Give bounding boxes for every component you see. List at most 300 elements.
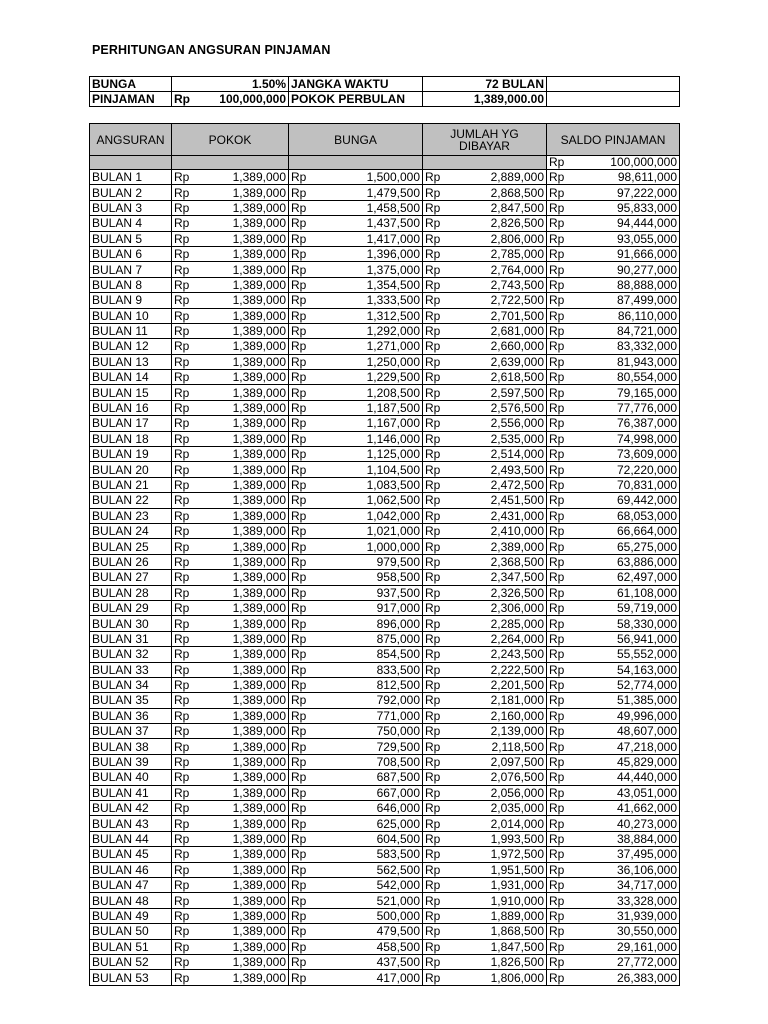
cell-saldo-currency: Rp: [547, 739, 569, 754]
cell-jumlah: 2,222,500: [445, 662, 547, 677]
cell-saldo-currency: Rp: [547, 262, 569, 277]
cell-jumlah-currency: Rp: [423, 477, 445, 492]
cell-pokok-currency: Rp: [172, 954, 194, 969]
cell-jumlah-currency: Rp: [423, 570, 445, 585]
table-row: [90, 893, 680, 908]
cell-bulan: BULAN 47: [90, 877, 172, 892]
cell-pokok-currency: Rp: [172, 831, 194, 846]
table-row: [90, 785, 680, 800]
cell-bulan: BULAN 31: [90, 631, 172, 646]
cell-pokok-currency: Rp: [172, 246, 194, 261]
cell-saldo-currency: Rp: [547, 462, 569, 477]
cell-pokok: 1,389,000: [194, 831, 289, 846]
cell-bunga: 937,500: [311, 585, 423, 600]
cell-pokok: 1,389,000: [194, 785, 289, 800]
cell-saldo-currency: Rp: [547, 416, 569, 431]
cell-pokok: 1,389,000: [194, 339, 289, 354]
cell-bunga: 521,000: [311, 893, 423, 908]
cell-bunga-currency: Rp: [289, 631, 311, 646]
cell-bunga: 729,500: [311, 739, 423, 754]
cell-pokok-currency: Rp: [172, 939, 194, 954]
empty-cell: [289, 156, 423, 170]
cell-jumlah: 1,868,500: [445, 924, 547, 939]
table-row: [90, 862, 680, 877]
cell-pokok-currency: Rp: [172, 416, 194, 431]
cell-bunga-currency: Rp: [289, 647, 311, 662]
cell-pokok-currency: Rp: [172, 724, 194, 739]
cell-pokok-currency: Rp: [172, 647, 194, 662]
cell-pokok: 1,389,000: [194, 462, 289, 477]
cell-bulan: BULAN 21: [90, 477, 172, 492]
cell-pokok: 1,389,000: [194, 708, 289, 723]
cell-jumlah-currency: Rp: [423, 754, 445, 769]
cell-saldo: 58,330,000: [569, 616, 680, 631]
cell-pokok: 1,389,000: [194, 908, 289, 923]
cell-jumlah: 2,451,500: [445, 493, 547, 508]
cell-jumlah-currency: Rp: [423, 447, 445, 462]
cell-jumlah-currency: Rp: [423, 277, 445, 292]
table-row: [90, 631, 680, 646]
cell-jumlah-currency: Rp: [423, 647, 445, 662]
cell-saldo: 29,161,000: [569, 939, 680, 954]
cell-bunga: 1,021,000: [311, 523, 423, 538]
cell-bunga-currency: Rp: [289, 539, 311, 554]
cell-bunga-currency: Rp: [289, 600, 311, 615]
cell-jumlah-currency: Rp: [423, 354, 445, 369]
cell-bunga: 583,500: [311, 847, 423, 862]
cell-pokok-currency: Rp: [172, 631, 194, 646]
cell-saldo-currency: Rp: [547, 662, 569, 677]
table-row: [90, 400, 680, 415]
table-header-row: [90, 124, 680, 156]
cell-jumlah-currency: Rp: [423, 585, 445, 600]
cell-saldo: 74,998,000: [569, 431, 680, 446]
pokok-perbulan-value: 1,389,000.00: [423, 92, 547, 107]
cell-pokok-currency: Rp: [172, 200, 194, 215]
cell-bunga: 1,417,000: [311, 231, 423, 246]
cell-saldo: 91,666,000: [569, 246, 680, 261]
cell-saldo-currency: Rp: [547, 939, 569, 954]
cell-saldo: 90,277,000: [569, 262, 680, 277]
cell-jumlah-currency: Rp: [423, 616, 445, 631]
cell-pokok-currency: Rp: [172, 262, 194, 277]
table-row: [90, 831, 680, 846]
cell-pokok: 1,389,000: [194, 554, 289, 569]
table-row: [90, 354, 680, 369]
cell-jumlah-currency: Rp: [423, 662, 445, 677]
cell-jumlah-currency: Rp: [423, 523, 445, 538]
cell-bulan: BULAN 15: [90, 385, 172, 400]
cell-saldo: 27,772,000: [569, 954, 680, 969]
cell-pokok: 1,389,000: [194, 924, 289, 939]
cell-saldo-currency: Rp: [547, 216, 569, 231]
cell-saldo-currency: Rp: [547, 231, 569, 246]
cell-bunga: 437,500: [311, 954, 423, 969]
cell-pokok-currency: Rp: [172, 539, 194, 554]
cell-saldo: 48,607,000: [569, 724, 680, 739]
cell-bulan: BULAN 48: [90, 893, 172, 908]
cell-saldo-currency: Rp: [547, 816, 569, 831]
cell-pokok-currency: Rp: [172, 924, 194, 939]
cell-jumlah-currency: Rp: [423, 231, 445, 246]
cell-pokok-currency: Rp: [172, 754, 194, 769]
cell-jumlah-currency: Rp: [423, 493, 445, 508]
cell-pokok-currency: Rp: [172, 523, 194, 538]
cell-jumlah: 2,076,500: [445, 770, 547, 785]
cell-jumlah: 2,431,000: [445, 508, 547, 523]
cell-saldo-currency: Rp: [547, 647, 569, 662]
cell-saldo-currency: Rp: [547, 970, 569, 985]
cell-bulan: BULAN 42: [90, 801, 172, 816]
cell-jumlah-currency: Rp: [423, 801, 445, 816]
cell-bulan: BULAN 37: [90, 724, 172, 739]
cell-pokok: 1,389,000: [194, 693, 289, 708]
pokok-perbulan-label: POKOK PERBULAN: [289, 92, 423, 107]
cell-saldo: 87,499,000: [569, 293, 680, 308]
cell-pokok-currency: Rp: [172, 370, 194, 385]
cell-saldo-currency: Rp: [547, 693, 569, 708]
cell-bulan: BULAN 19: [90, 447, 172, 462]
table-row: [90, 908, 680, 923]
cell-saldo: 68,053,000: [569, 508, 680, 523]
cell-bunga: 979,500: [311, 554, 423, 569]
jangka-waktu-value: 72 BULAN: [423, 77, 547, 92]
cell-saldo: 56,941,000: [569, 631, 680, 646]
cell-bunga: 1,458,500: [311, 200, 423, 215]
cell-saldo: 88,888,000: [569, 277, 680, 292]
cell-jumlah: 2,639,000: [445, 354, 547, 369]
cell-pokok: 1,389,000: [194, 400, 289, 415]
cell-jumlah: 2,618,500: [445, 370, 547, 385]
cell-jumlah-currency: Rp: [423, 677, 445, 692]
cell-bulan: BULAN 2: [90, 185, 172, 200]
cell-saldo: 49,996,000: [569, 708, 680, 723]
cell-jumlah-currency: Rp: [423, 200, 445, 215]
cell-pokok-currency: Rp: [172, 185, 194, 200]
table-row: [90, 570, 680, 585]
cell-pokok-currency: Rp: [172, 216, 194, 231]
cell-bunga: 667,000: [311, 785, 423, 800]
cell-bulan: BULAN 12: [90, 339, 172, 354]
cell-bunga-currency: Rp: [289, 677, 311, 692]
cell-pokok-currency: Rp: [172, 570, 194, 585]
cell-bulan: BULAN 44: [90, 831, 172, 846]
cell-bunga-currency: Rp: [289, 277, 311, 292]
cell-bulan: BULAN 53: [90, 970, 172, 985]
cell-saldo-currency: Rp: [547, 539, 569, 554]
cell-bulan: BULAN 39: [90, 754, 172, 769]
cell-jumlah-currency: Rp: [423, 308, 445, 323]
cell-bunga-currency: Rp: [289, 893, 311, 908]
cell-jumlah: 2,681,000: [445, 323, 547, 338]
cell-bunga: 875,000: [311, 631, 423, 646]
cell-pokok: 1,389,000: [194, 385, 289, 400]
cell-jumlah-currency: Rp: [423, 216, 445, 231]
cell-jumlah: 1,931,000: [445, 877, 547, 892]
cell-bunga: 1,479,500: [311, 185, 423, 200]
cell-bunga-currency: Rp: [289, 185, 311, 200]
cell-bunga-currency: Rp: [289, 570, 311, 585]
cell-pokok-currency: Rp: [172, 893, 194, 908]
cell-saldo-currency: Rp: [547, 785, 569, 800]
cell-saldo: 93,055,000: [569, 231, 680, 246]
cell-bunga: 771,000: [311, 708, 423, 723]
cell-saldo-currency: Rp: [547, 170, 569, 185]
cell-saldo: 47,218,000: [569, 739, 680, 754]
page-title: PERHITUNGAN ANGSURAN PINJAMAN: [92, 43, 331, 57]
cell-bunga-currency: Rp: [289, 554, 311, 569]
cell-jumlah: 1,847,500: [445, 939, 547, 954]
cell-saldo-currency: Rp: [547, 431, 569, 446]
cell-pokok: 1,389,000: [194, 262, 289, 277]
cell-pokok: 1,389,000: [194, 754, 289, 769]
cell-bulan: BULAN 26: [90, 554, 172, 569]
cell-saldo-currency: Rp: [547, 847, 569, 862]
cell-bulan: BULAN 4: [90, 216, 172, 231]
cell-jumlah: 1,826,500: [445, 954, 547, 969]
cell-bunga: 1,146,000: [311, 431, 423, 446]
cell-bulan: BULAN 50: [90, 924, 172, 939]
cell-bunga-currency: Rp: [289, 585, 311, 600]
cell-saldo: 95,833,000: [569, 200, 680, 215]
table-row: [90, 554, 680, 569]
cell-bunga: 708,500: [311, 754, 423, 769]
cell-pokok-currency: Rp: [172, 708, 194, 723]
cell-pokok-currency: Rp: [172, 877, 194, 892]
cell-pokok: 1,389,000: [194, 954, 289, 969]
cell-bunga: 833,500: [311, 662, 423, 677]
cell-pokok-currency: Rp: [172, 600, 194, 615]
table-row: [90, 924, 680, 939]
cell-pokok-currency: Rp: [172, 308, 194, 323]
cell-pokok-currency: Rp: [172, 323, 194, 338]
cell-bulan: BULAN 45: [90, 847, 172, 862]
cell-saldo: 62,497,000: [569, 570, 680, 585]
cell-bunga: 542,000: [311, 877, 423, 892]
cell-pokok-currency: Rp: [172, 693, 194, 708]
cell-bunga: 1,292,000: [311, 323, 423, 338]
cell-saldo-currency: Rp: [547, 801, 569, 816]
cell-bunga-currency: Rp: [289, 200, 311, 215]
cell-bulan: BULAN 5: [90, 231, 172, 246]
cell-pokok: 1,389,000: [194, 724, 289, 739]
cell-pokok: 1,389,000: [194, 585, 289, 600]
cell-jumlah-currency: Rp: [423, 416, 445, 431]
cell-bunga-currency: Rp: [289, 616, 311, 631]
cell-pokok-currency: Rp: [172, 616, 194, 631]
cell-saldo: 45,829,000: [569, 754, 680, 769]
cell-bunga-currency: Rp: [289, 770, 311, 785]
cell-jumlah: 1,951,500: [445, 862, 547, 877]
cell-bunga-currency: Rp: [289, 447, 311, 462]
cell-jumlah-currency: Rp: [423, 908, 445, 923]
cell-pokok-currency: Rp: [172, 739, 194, 754]
cell-pokok-currency: Rp: [172, 801, 194, 816]
cell-bulan: BULAN 28: [90, 585, 172, 600]
cell-saldo: 38,884,000: [569, 831, 680, 846]
cell-bulan: BULAN 14: [90, 370, 172, 385]
cell-jumlah: 2,806,000: [445, 231, 547, 246]
table-row: [90, 970, 680, 985]
cell-pokok-currency: Rp: [172, 816, 194, 831]
cell-pokok-currency: Rp: [172, 862, 194, 877]
cell-bunga-currency: Rp: [289, 462, 311, 477]
cell-saldo-currency: Rp: [547, 447, 569, 462]
cell-jumlah-currency: Rp: [423, 924, 445, 939]
cell-bunga-currency: Rp: [289, 508, 311, 523]
cell-jumlah-currency: Rp: [423, 554, 445, 569]
cell-bunga: 1,375,000: [311, 262, 423, 277]
cell-pokok: 1,389,000: [194, 370, 289, 385]
cell-bunga: 1,000,000: [311, 539, 423, 554]
cell-jumlah: 2,535,000: [445, 431, 547, 446]
table-row: [90, 216, 680, 231]
cell-saldo: 36,106,000: [569, 862, 680, 877]
cell-jumlah-currency: Rp: [423, 508, 445, 523]
cell-pokok: 1,389,000: [194, 539, 289, 554]
cell-bunga-currency: Rp: [289, 862, 311, 877]
cell-jumlah-currency: Rp: [423, 185, 445, 200]
cell-bunga: 812,500: [311, 677, 423, 692]
pinjaman-label: PINJAMAN: [90, 92, 172, 107]
cell-bulan: BULAN 32: [90, 647, 172, 662]
cell-saldo-currency: Rp: [547, 631, 569, 646]
cell-jumlah: 2,181,000: [445, 693, 547, 708]
cell-saldo: 80,554,000: [569, 370, 680, 385]
table-row: [90, 693, 680, 708]
cell-bulan: BULAN 46: [90, 862, 172, 877]
initial-balance-row: [90, 156, 680, 170]
cell-jumlah-currency: Rp: [423, 370, 445, 385]
cell-bunga: 604,500: [311, 831, 423, 846]
cell-bunga-currency: Rp: [289, 523, 311, 538]
cell-bulan: BULAN 23: [90, 508, 172, 523]
cell-jumlah: 2,722,500: [445, 293, 547, 308]
cell-jumlah-currency: Rp: [423, 693, 445, 708]
cell-pokok: 1,389,000: [194, 231, 289, 246]
cell-pokok-currency: Rp: [172, 477, 194, 492]
cell-bunga-currency: Rp: [289, 370, 311, 385]
cell-jumlah-currency: Rp: [423, 539, 445, 554]
cell-pokok: 1,389,000: [194, 616, 289, 631]
cell-bulan: BULAN 25: [90, 539, 172, 554]
cell-jumlah: 2,118,500: [445, 739, 547, 754]
cell-bulan: BULAN 3: [90, 200, 172, 215]
cell-pokok-currency: Rp: [172, 339, 194, 354]
cell-bulan: BULAN 49: [90, 908, 172, 923]
cell-pokok: 1,389,000: [194, 447, 289, 462]
cell-bulan: BULAN 36: [90, 708, 172, 723]
cell-pokok: 1,389,000: [194, 877, 289, 892]
cell-bulan: BULAN 41: [90, 785, 172, 800]
cell-saldo-currency: Rp: [547, 400, 569, 415]
cell-bulan: BULAN 1: [90, 170, 172, 185]
cell-jumlah-currency: Rp: [423, 739, 445, 754]
cell-pokok: 1,389,000: [194, 323, 289, 338]
cell-pokok-currency: Rp: [172, 662, 194, 677]
cell-bulan: BULAN 27: [90, 570, 172, 585]
table-row: [90, 954, 680, 969]
table-row: [90, 877, 680, 892]
cell-pokok: 1,389,000: [194, 647, 289, 662]
cell-jumlah-currency: Rp: [423, 385, 445, 400]
cell-saldo: 31,939,000: [569, 908, 680, 923]
cell-jumlah-currency: Rp: [423, 785, 445, 800]
cell-jumlah: 2,368,500: [445, 554, 547, 569]
cell-saldo-currency: Rp: [547, 308, 569, 323]
cell-jumlah: 2,326,500: [445, 585, 547, 600]
cell-saldo-currency: Rp: [547, 246, 569, 261]
cell-jumlah: 2,285,000: [445, 616, 547, 631]
cell-bunga: 1,396,000: [311, 246, 423, 261]
cell-bunga-currency: Rp: [289, 954, 311, 969]
cell-bulan: BULAN 18: [90, 431, 172, 446]
cell-bunga: 1,083,500: [311, 477, 423, 492]
cell-jumlah: 1,972,500: [445, 847, 547, 862]
cell-jumlah-currency: Rp: [423, 293, 445, 308]
cell-bulan: BULAN 24: [90, 523, 172, 538]
table-row: [90, 939, 680, 954]
cell-bunga-currency: Rp: [289, 493, 311, 508]
cell-bunga: 1,271,000: [311, 339, 423, 354]
table-row: [90, 616, 680, 631]
cell-jumlah: 2,014,000: [445, 816, 547, 831]
cell-saldo: 86,110,000: [569, 308, 680, 323]
cell-saldo: 34,717,000: [569, 877, 680, 892]
summary-empty-cell: [547, 92, 680, 107]
cell-bunga-currency: Rp: [289, 724, 311, 739]
table-row: [90, 293, 680, 308]
cell-saldo: 81,943,000: [569, 354, 680, 369]
cell-bunga: 1,208,500: [311, 385, 423, 400]
cell-jumlah-currency: Rp: [423, 816, 445, 831]
cell-bunga-currency: Rp: [289, 385, 311, 400]
cell-pokok: 1,389,000: [194, 354, 289, 369]
table-row: [90, 600, 680, 615]
cell-saldo: 73,609,000: [569, 447, 680, 462]
cell-bunga: 1,333,500: [311, 293, 423, 308]
table-row: [90, 708, 680, 723]
cell-jumlah-currency: Rp: [423, 246, 445, 261]
initial-currency: Rp: [547, 156, 569, 170]
cell-saldo-currency: Rp: [547, 493, 569, 508]
summary-row-bunga: [90, 77, 680, 92]
cell-bulan: BULAN 10: [90, 308, 172, 323]
cell-jumlah: 2,743,500: [445, 277, 547, 292]
cell-pokok: 1,389,000: [194, 770, 289, 785]
cell-saldo-currency: Rp: [547, 370, 569, 385]
cell-pokok: 1,389,000: [194, 662, 289, 677]
cell-bunga: 1,250,000: [311, 354, 423, 369]
cell-saldo: 65,275,000: [569, 539, 680, 554]
cell-jumlah: 2,514,000: [445, 447, 547, 462]
cell-bunga: 792,000: [311, 693, 423, 708]
cell-bunga: 500,000: [311, 908, 423, 923]
cell-pokok: 1,389,000: [194, 508, 289, 523]
cell-jumlah: 2,056,000: [445, 785, 547, 800]
cell-bulan: BULAN 34: [90, 677, 172, 692]
cell-saldo: 66,664,000: [569, 523, 680, 538]
jangka-waktu-label: JANGKA WAKTU: [289, 77, 423, 92]
cell-saldo-currency: Rp: [547, 200, 569, 215]
cell-pokok: 1,389,000: [194, 293, 289, 308]
cell-bulan: BULAN 9: [90, 293, 172, 308]
cell-saldo-currency: Rp: [547, 770, 569, 785]
cell-pokok: 1,389,000: [194, 246, 289, 261]
cell-pokok: 1,389,000: [194, 200, 289, 215]
cell-pokok: 1,389,000: [194, 477, 289, 492]
header-pokok: POKOK: [172, 124, 289, 156]
